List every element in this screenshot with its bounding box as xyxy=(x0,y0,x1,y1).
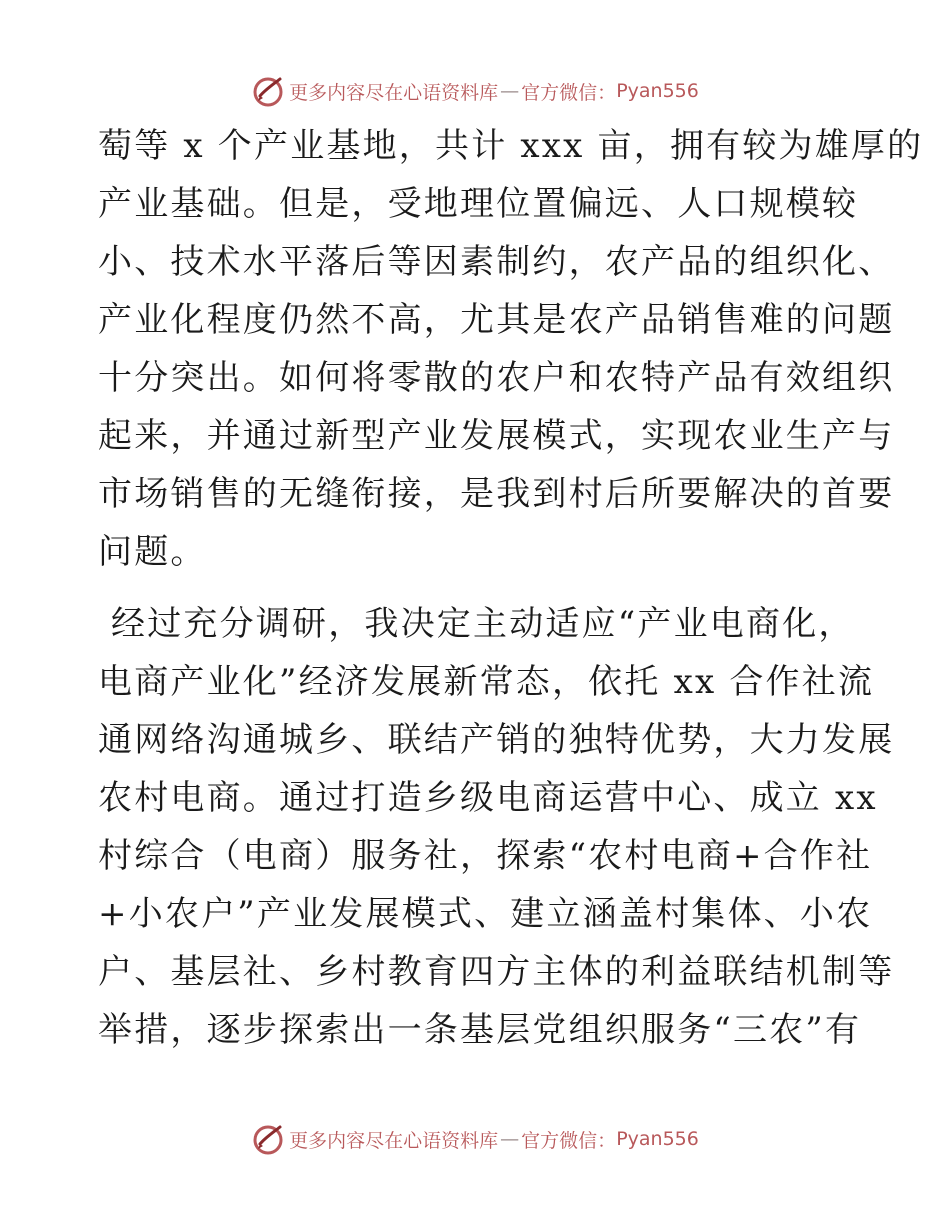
text-line: 产业基础。但是，受地理位置偏远、人口规模较 xyxy=(98,184,859,224)
watermark-footer xyxy=(0,1119,950,1159)
watermark-separator: — xyxy=(500,1128,520,1150)
brush-logo-icon xyxy=(251,1122,285,1156)
watermark-text: 更多内容尽在心语资料库 xyxy=(289,81,499,104)
watermark-contact-label: 官方微信： xyxy=(521,1129,617,1152)
watermark-text: 更多内容尽在心语资料库 xyxy=(289,1129,499,1152)
text-line: 村综合（电商）服务社，探索“农村电商+合作社 xyxy=(98,836,873,876)
text-line: +小农户”产业发展模式、建立涵盖村集体、小农 xyxy=(98,894,873,934)
text-line: 问题。 xyxy=(98,532,207,572)
watermark-account: Pyan556 xyxy=(616,1128,699,1150)
text-line: 经过充分调研，我决定主动适应“产业电商化， xyxy=(98,604,855,644)
document-body xyxy=(98,117,924,1059)
watermark-account: Pyan556 xyxy=(616,80,699,102)
text-line: 户、基层社、乡村教育四方主体的利益联结机制等 xyxy=(98,952,895,992)
text-line: 萄等 x 个产业基地，共计 xxx 亩，拥有较为雄厚的 xyxy=(98,126,924,166)
text-line: 小、技术水平落后等因素制约，农产品的组织化、 xyxy=(98,242,895,282)
text-line: 电商产业化”经济发展新常态，依托 xx 合作社流 xyxy=(98,662,875,702)
paragraph-gap xyxy=(98,581,858,595)
text-line: 通网络沟通城乡、联结产销的独特优势，大力发展 xyxy=(98,720,895,760)
text-line: 产业化程度仍然不高，尤其是农产品销售难的问题 xyxy=(98,300,895,340)
text-line: 农村电商。通过打造乡级电商运营中心、成立 xx xyxy=(98,778,878,818)
text-line: 起来，并通过新型产业发展模式，实现农业生产与 xyxy=(98,416,895,456)
text-line: 市场销售的无缝衔接，是我到村后所要解决的首要 xyxy=(98,474,895,514)
text-line: 举措，逐步探索出一条基层党组织服务“三农”有 xyxy=(98,1010,862,1050)
watermark-header xyxy=(0,71,950,111)
paragraph-2 xyxy=(98,595,895,1059)
paragraph-1 xyxy=(98,117,924,581)
watermark-contact-label: 官方微信： xyxy=(521,81,617,104)
brush-logo-icon xyxy=(251,74,285,108)
watermark-separator: — xyxy=(500,80,520,102)
text-line: 十分突出。如何将零散的农户和农特产品有效组织 xyxy=(98,358,895,398)
